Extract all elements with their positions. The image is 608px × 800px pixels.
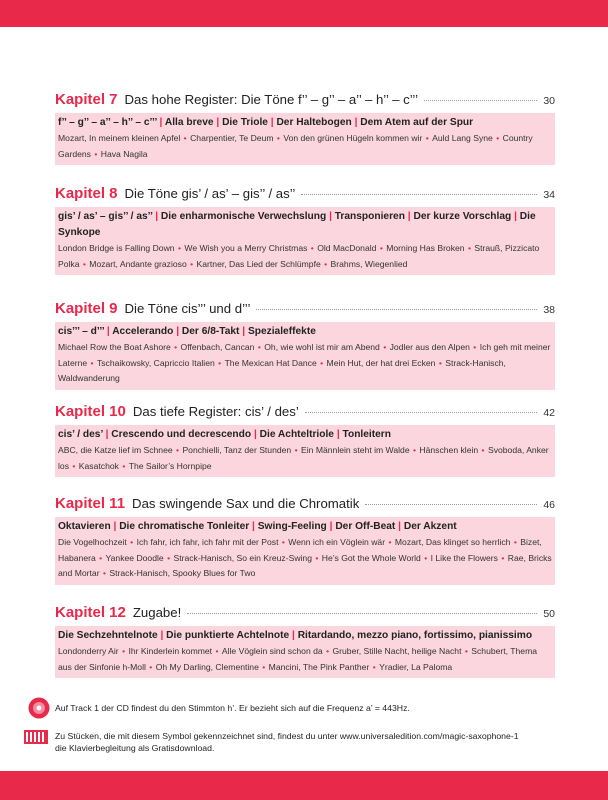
- song-item: Country Gardens: [58, 133, 533, 159]
- topic-item: Die Sechzehntelnote: [58, 630, 158, 641]
- topic-item: Die Synkope: [58, 211, 536, 238]
- bullet-separator: •: [479, 445, 487, 455]
- bullet-separator: •: [274, 133, 283, 143]
- topic-separator: |: [110, 521, 120, 532]
- topic-item: Accelerando: [112, 326, 174, 337]
- song-item: Kartner, Das Lied der Schlümpfe: [196, 258, 321, 269]
- song-list: [58, 340, 552, 387]
- song-list: [58, 241, 552, 272]
- bullet-separator: •: [80, 258, 89, 269]
- chapter-heading[interactable]: [55, 495, 555, 515]
- topic-separator: |: [511, 211, 520, 222]
- chapter-page-number: 38: [543, 304, 555, 316]
- song-item: Hava Nagila: [100, 148, 148, 159]
- song-item: Rae, Bricks and Mortar: [58, 552, 552, 578]
- song-item: Ihr Kinderlein kommet: [128, 646, 213, 656]
- chapter-content-box: [55, 517, 555, 585]
- bottom-color-bar: [0, 771, 608, 800]
- chapter-section: [55, 403, 555, 477]
- song-item: Oh, wie wohl ist mir am Abend: [264, 342, 380, 352]
- song-item: Hänschen klein: [419, 445, 479, 455]
- bullet-separator: •: [292, 445, 301, 455]
- bullet-separator: •: [493, 133, 502, 143]
- topic-item: cis’’’ – d’’’: [58, 326, 105, 337]
- chapter-content-box: [55, 113, 555, 165]
- topic-list: [58, 427, 552, 443]
- bullet-separator: •: [119, 646, 128, 656]
- topic-separator: |: [351, 117, 361, 128]
- bullet-separator: •: [410, 445, 419, 455]
- song-item: Jodler aus den Alpen: [389, 342, 470, 352]
- bullet-separator: •: [436, 357, 445, 368]
- bullet-separator: •: [370, 661, 379, 672]
- chapter-title: Das swingende Sax und die Chromatik: [132, 496, 360, 511]
- bullet-separator: •: [96, 552, 105, 563]
- download-note-line-1: Zu Stücken, die mit diesem Symbol gekennzeichnet sind, findest du unter www.universaledition.com/magic-saxophone-1: [55, 731, 519, 741]
- chapter-heading[interactable]: [55, 403, 555, 423]
- song-item: Londonderry Air: [58, 646, 119, 656]
- song-item: Brahms, Wiegenlied: [330, 258, 408, 269]
- bullet-separator: •: [119, 460, 128, 471]
- topic-item: Die Achteltriole: [259, 429, 334, 440]
- song-item: We Wish you a Merry Christmas: [184, 243, 308, 253]
- chapter-title: Das hohe Register: Die Töne f’’ – g’’ – a’’ – h’’ – c’’’: [124, 92, 419, 107]
- bullet-separator: •: [498, 552, 507, 563]
- song-item: Yradier, La Paloma: [379, 661, 453, 672]
- song-item: He’s Got the Whole World: [321, 552, 421, 563]
- song-item: Old MacDonald: [317, 243, 377, 253]
- song-item: The Mexican Hat Dance: [224, 357, 317, 368]
- topic-item: Der Off-Beat: [335, 521, 396, 532]
- song-item: Offenbach, Cancan: [180, 342, 255, 352]
- song-item: Strack-Hanisch, So ein Kreuz-Swing: [173, 552, 312, 563]
- song-item: Die Vogelhochzeit: [58, 537, 127, 547]
- topic-item: cis’ / des’: [58, 429, 103, 440]
- chapter-label: Kapitel 9: [55, 300, 118, 317]
- song-item: Charpentier, Te Deum: [190, 133, 274, 143]
- song-item: ABC, die Katze lief im Schnee: [58, 445, 173, 455]
- bullet-separator: •: [171, 342, 180, 352]
- song-item: Mein Hut, der hat drei Ecken: [326, 357, 436, 368]
- bullet-separator: •: [88, 357, 96, 368]
- bullet-separator: •: [421, 552, 430, 563]
- topic-item: gis’ / as’ – gis’’ / as’’: [58, 211, 153, 222]
- topic-item: Die enharmonische Verwechslung: [160, 211, 327, 222]
- topic-item: Ritardando, mezzo piano, fortissimo, pianissimo: [297, 630, 533, 641]
- chapter-heading[interactable]: [55, 185, 555, 205]
- song-item: Bizet, Habanera: [58, 537, 542, 563]
- chapter-page-number: 42: [543, 407, 555, 419]
- song-item: Strack-Hanisch, Spooky Blues for Two: [109, 568, 256, 578]
- song-item: Mozart, In meinem kleinen Apfel: [58, 133, 181, 143]
- chapter-label: Kapitel 8: [55, 185, 118, 202]
- song-item: Michael Row the Boat Ashore: [58, 342, 171, 352]
- song-item: Ich geh mit meiner Laterne: [58, 342, 551, 368]
- chapter-label: Kapitel 12: [55, 604, 126, 621]
- bullet-separator: •: [380, 342, 389, 352]
- song-item: I Like the Flowers: [430, 552, 498, 563]
- topic-item: Der kurze Vorschlag: [413, 211, 512, 222]
- chapter-page-number: 34: [543, 189, 555, 201]
- cd-note: Auf Track 1 der CD findest du den Stimmton h’. Er bezieht sich auf die Frequenz a’ = 443Hz.: [55, 703, 410, 713]
- chapter-heading[interactable]: [55, 300, 555, 320]
- bullet-separator: •: [213, 646, 221, 656]
- top-color-bar: [0, 0, 608, 27]
- bullet-separator: •: [255, 342, 264, 352]
- song-list: [58, 443, 552, 474]
- song-item: Strauß, Pizzicato Polka: [58, 243, 540, 269]
- song-item: Oh My Darling, Clementine: [155, 661, 259, 672]
- song-item: The Sailor’s Hornpipe: [128, 460, 212, 471]
- topic-list: [58, 628, 552, 644]
- bullet-separator: •: [423, 133, 432, 143]
- topic-separator: |: [156, 117, 165, 128]
- dot-leader: [301, 194, 537, 195]
- topic-separator: |: [404, 211, 414, 222]
- bullet-separator: •: [462, 646, 471, 656]
- bullet-separator: •: [164, 552, 173, 563]
- dot-leader: [424, 100, 537, 101]
- song-item: Mancini, The Pink Panther: [268, 661, 370, 672]
- bullet-separator: •: [465, 243, 474, 253]
- song-item: Tschaikowsky, Capriccio Italien: [96, 357, 215, 368]
- chapter-content-box: [55, 626, 555, 678]
- song-item: Strack-Hanisch, Waldwanderung: [58, 357, 506, 383]
- topic-separator: |: [173, 326, 182, 337]
- topic-separator: |: [104, 326, 113, 337]
- bullet-separator: •: [146, 661, 155, 672]
- topic-list: [58, 115, 552, 131]
- song-item: Von den grünen Hügeln kommen wir: [283, 133, 423, 143]
- dot-leader: [256, 309, 537, 310]
- song-item: Mozart, Das klinget so herrlich: [394, 537, 511, 547]
- chapter-label: Kapitel 10: [55, 403, 126, 420]
- bullet-separator: •: [511, 537, 520, 547]
- bullet-separator: •: [386, 537, 394, 547]
- dot-leader: [365, 504, 537, 505]
- chapter-title: Das tiefe Register: cis’ / des’: [132, 404, 299, 419]
- song-item: Gruber, Stille Nacht, heilige Nacht: [332, 646, 462, 656]
- song-item: Wenn ich ein Vöglein wär: [288, 537, 386, 547]
- topic-item: Die chromatische Tonleiter: [119, 521, 250, 532]
- chapter-label: Kapitel 7: [55, 91, 118, 108]
- download-note-line-2: die Klavierbegleitung als Gratisdownload.: [55, 742, 215, 753]
- topic-item: Der Haltebogen: [276, 117, 352, 128]
- song-item: Yankee Doodle: [105, 552, 164, 563]
- topic-separator: |: [157, 630, 167, 641]
- topic-list: [58, 209, 552, 241]
- bullet-separator: •: [70, 460, 78, 471]
- bullet-separator: •: [321, 258, 330, 269]
- bullet-separator: •: [181, 133, 190, 143]
- song-item: Mozart, Andante grazioso: [89, 258, 187, 269]
- song-item: London Bridge is Falling Down: [58, 243, 175, 253]
- song-item: Kasatchok: [78, 460, 119, 471]
- song-item: Auld Lang Syne: [432, 133, 493, 143]
- bullet-separator: •: [279, 537, 288, 547]
- bullet-separator: •: [313, 552, 321, 563]
- chapter-title: Die Töne gis’ / as’ – gis’’ / as’’: [124, 186, 296, 201]
- topic-item: f’’ – g’’ – a’’ – h’’ – c’’’: [58, 117, 157, 128]
- topic-separator: |: [333, 429, 343, 440]
- bullet-separator: •: [187, 258, 196, 269]
- dot-leader: [305, 412, 538, 413]
- song-list: [58, 535, 552, 582]
- topic-separator: |: [239, 326, 248, 337]
- dot-leader: [187, 613, 537, 614]
- topic-item: Der Akzent: [403, 521, 457, 532]
- song-item: Schubert, Thema aus der Sinfonie h-Moll: [58, 646, 538, 672]
- bullet-separator: •: [91, 148, 100, 159]
- song-item: Ein Männlein steht im Walde: [301, 445, 410, 455]
- chapter-page-number: 30: [543, 95, 555, 107]
- chapter-section: [55, 185, 555, 275]
- topic-item: Swing-Feeling: [257, 521, 327, 532]
- topic-separator: |: [267, 117, 277, 128]
- topic-item: Transponieren: [334, 211, 405, 222]
- bullet-separator: •: [317, 357, 326, 368]
- topic-separator: |: [213, 117, 223, 128]
- topic-separator: |: [395, 521, 404, 532]
- topic-item: Der 6/8-Takt: [181, 326, 240, 337]
- chapter-heading[interactable]: [55, 91, 555, 111]
- bullet-separator: •: [308, 243, 317, 253]
- chapter-section: [55, 604, 555, 678]
- chapter-title: Die Töne cis’’’ und d’’’: [124, 301, 251, 316]
- topic-separator: |: [326, 521, 336, 532]
- bullet-separator: •: [100, 568, 109, 578]
- chapter-page-number: 46: [543, 499, 555, 511]
- cd-icon: [28, 697, 50, 719]
- bullet-separator: •: [127, 537, 136, 547]
- bullet-separator: •: [215, 357, 224, 368]
- chapter-label: Kapitel 11: [55, 495, 126, 512]
- bullet-separator: •: [173, 445, 182, 455]
- topic-item: Spezialeffekte: [247, 326, 316, 337]
- song-item: Ponchielli, Tanz der Stunden: [182, 445, 292, 455]
- song-list: [58, 131, 552, 162]
- bullet-separator: •: [259, 661, 268, 672]
- chapter-section: [55, 91, 555, 165]
- chapter-content-box: [55, 207, 555, 275]
- chapter-content-box: [55, 322, 555, 390]
- bullet-separator: •: [323, 646, 332, 656]
- topic-item: Alla breve: [164, 117, 214, 128]
- song-item: Morning Has Broken: [386, 243, 465, 253]
- bullet-separator: •: [175, 243, 184, 253]
- bullet-separator: •: [470, 342, 479, 352]
- chapter-section: [55, 495, 555, 585]
- bullet-separator: •: [377, 243, 386, 253]
- topic-separator: |: [289, 630, 298, 641]
- topic-separator: |: [152, 211, 161, 222]
- topic-separator: |: [326, 211, 335, 222]
- topic-item: Oktavieren: [58, 521, 111, 532]
- topic-item: Crescendo und decrescendo: [111, 429, 252, 440]
- chapter-section: [55, 300, 555, 390]
- topic-item: Dem Atem auf der Spur: [360, 117, 474, 128]
- topic-separator: |: [102, 429, 112, 440]
- chapter-page-number: 50: [543, 608, 555, 620]
- chapter-heading[interactable]: [55, 604, 555, 624]
- topic-separator: |: [249, 521, 258, 532]
- download-note: [55, 731, 519, 754]
- chapter-title: Zugabe!: [132, 605, 182, 620]
- song-item: Alle Vöglein sind schon da: [221, 646, 323, 656]
- topic-item: Tonleitern: [342, 429, 391, 440]
- topic-list: [58, 519, 552, 535]
- song-item: Svoboda, Anker los: [58, 445, 549, 471]
- topic-list: [58, 324, 552, 340]
- topic-item: Die Triole: [222, 117, 268, 128]
- topic-item: Die punktierte Achtelnote: [166, 630, 290, 641]
- chapter-content-box: [55, 425, 555, 477]
- piano-keys-icon: [24, 730, 48, 744]
- song-list: [58, 644, 552, 675]
- topic-separator: |: [251, 429, 260, 440]
- song-item: Ich fahr, ich fahr, ich fahr mit der Post: [136, 537, 279, 547]
